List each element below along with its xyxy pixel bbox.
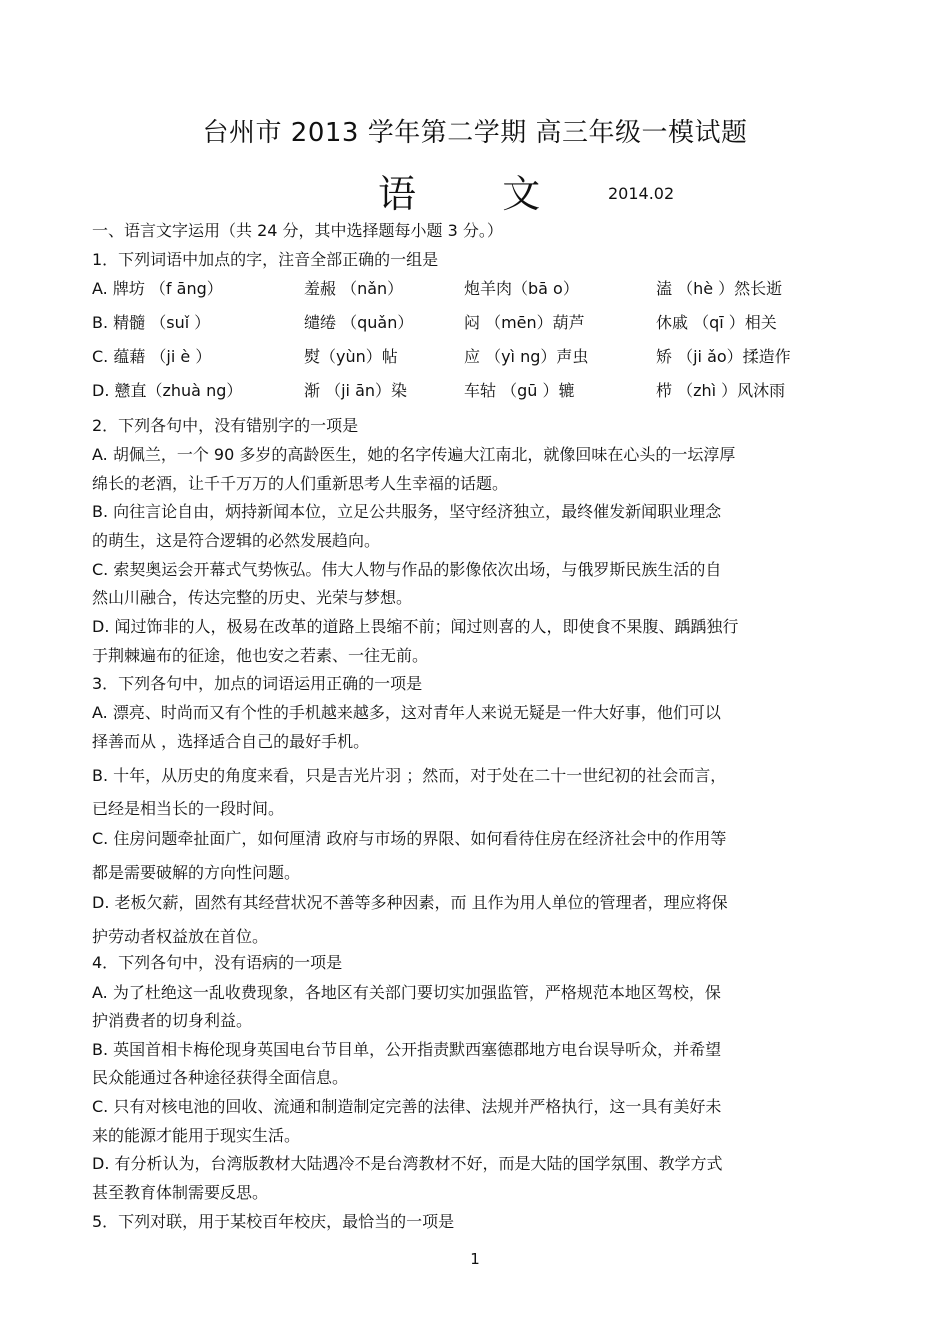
q3-line: 择善而从 ，选择适合自己的最好手机。 [92,732,370,751]
exam-date: 2014.02 [608,184,675,203]
q1-option-b-4: 休戚 （qī ）相关 [656,313,777,332]
q1-option-c-3: 应 （yì ng）声虫 [464,347,589,366]
subject-title [378,163,540,218]
subject-char-2: 文 [502,172,541,216]
q3-line: D. 老板欠薪，固然有其经营状况不善等多种因素，而 且作为用人单位的管理者，理应将保 [92,893,728,912]
q4-line: 护消费者的切身利益。 [92,1011,253,1030]
q4-line: B. 英国首相卡梅伦现身英国电台节目单，公开指责默西塞德郡地方电台误导听众，并希望 [92,1040,722,1059]
page-number: 1 [470,1250,480,1268]
q1-option-c-1: C. 蕴藉 （ji è ） [92,347,212,366]
q1-option-d-4: 栉 （zhì ）风沐雨 [656,381,786,400]
question-3-stem: 3．下列各句中，加点的词语运用正确的一项是 [92,674,423,693]
q1-option-c-2: 熨（yùn）帖 [304,347,398,366]
section-heading: 一、语言文字运用（共 24 分，其中选择题每小题 3 分。） [92,221,503,240]
q1-option-b-2: 缱绻 （quǎn） [304,313,414,332]
q2-line: D. 闻过饰非的人，极易在改革的道路上畏缩不前；闻过则喜的人，即使食不果腹、踽踽独行 [92,617,739,636]
q2-line: 的萌生，这是符合逻辑的必然发展趋向。 [92,531,381,550]
q1-option-d-1: D. 戆直（zhuà ng） [92,381,243,400]
q1-option-d-3: 车轱 （gū ）辘 [464,381,575,400]
q2-line: C. 索契奥运会开幕式气势恢弘。伟大人物与作品的影像依次出场，与俄罗斯民族生活的自 [92,560,722,579]
q3-line: A. 漂亮、时尚而又有个性的手机越来越多，这对青年人来说无疑是一件大好事，他们可以 [92,703,721,722]
question-1-stem: 1．下列词语中加点的字，注音全部正确的一组是 [92,250,439,269]
q2-line: 绵长的老酒，让千千万万的人们重新思考人生幸福的话题。 [92,474,509,493]
q1-option-a-4: 溘 （hè ）然长逝 [656,279,783,298]
q1-option-a-3: 炮羊肉（bā o） [464,279,579,298]
q3-line: 已经是相当长的一段时间。 [92,799,285,818]
q2-line: 然山川融合，传达完整的历史、光荣与梦想。 [92,588,413,607]
q4-line: 甚至教育体制需要反思。 [92,1183,269,1202]
exam-title: 台州市 2013 学年第二学期 高三年级一模试题 [202,118,748,148]
q3-line: 护劳动者权益放在首位。 [92,927,269,946]
q1-option-b-3: 闷 （mēn）葫芦 [464,313,585,332]
subject-char-1: 语 [378,172,417,216]
q3-line: B. 十年，从历史的角度来看，只是吉光片羽 ；然而，对于处在二十一世纪初的社会而言， [92,766,727,785]
q4-line: C. 只有对核电池的回收、流通和制造制定完善的法律、法规并严格执行，这一具有美好未 [92,1097,722,1116]
q1-option-a-1: A. 牌坊 （f āng） [92,279,223,298]
question-4-stem: 4．下列各句中，没有语病的一项是 [92,953,343,972]
q3-line: C. 住房问题牵扯面广，如何厘清 政府与市场的界限、如何看待住房在经济社会中的作用等 [92,829,727,848]
q1-option-b-1: B. 精髓 （suǐ ） [92,313,211,332]
question-2-stem: 2．下列各句中，没有错别字的一项是 [92,416,359,435]
q1-option-c-4: 矫 （ji ǎo）揉造作 [656,347,791,366]
q4-line: D. 有分析认为，台湾版教材大陆遇冷不是台湾教材不好，而是大陆的国学氛围、教学方式 [92,1154,723,1173]
q1-option-a-2: 羞赧 （nǎn） [304,279,404,298]
q2-line: B. 向往言论自由，炳持新闻本位，立足公共服务，坚守经济独立，最终催发新闻职业理念 [92,502,722,521]
q1-option-d-2: 渐 （ji ān）染 [304,381,408,400]
q2-line: 于荆棘遍布的征途，他也安之若素、一往无前。 [92,646,429,665]
q4-line: 民众能通过各种途径获得全面信息。 [92,1068,349,1087]
q2-line: A. 胡佩兰，一个 90 多岁的高龄医生，她的名字传遍大江南北，就像回味在心头的一坛淳厚 [92,445,736,464]
q4-line: A. 为了杜绝这一乱收费现象，各地区有关部门要切实加强监管，严格规范本地区驾校，保 [92,983,721,1002]
q4-line: 来的能源才能用于现实生活。 [92,1126,301,1145]
question-5-stem: 5．下列对联，用于某校百年校庆，最恰当的一项是 [92,1212,455,1231]
q3-line: 都是需要破解的方向性问题。 [92,863,301,882]
